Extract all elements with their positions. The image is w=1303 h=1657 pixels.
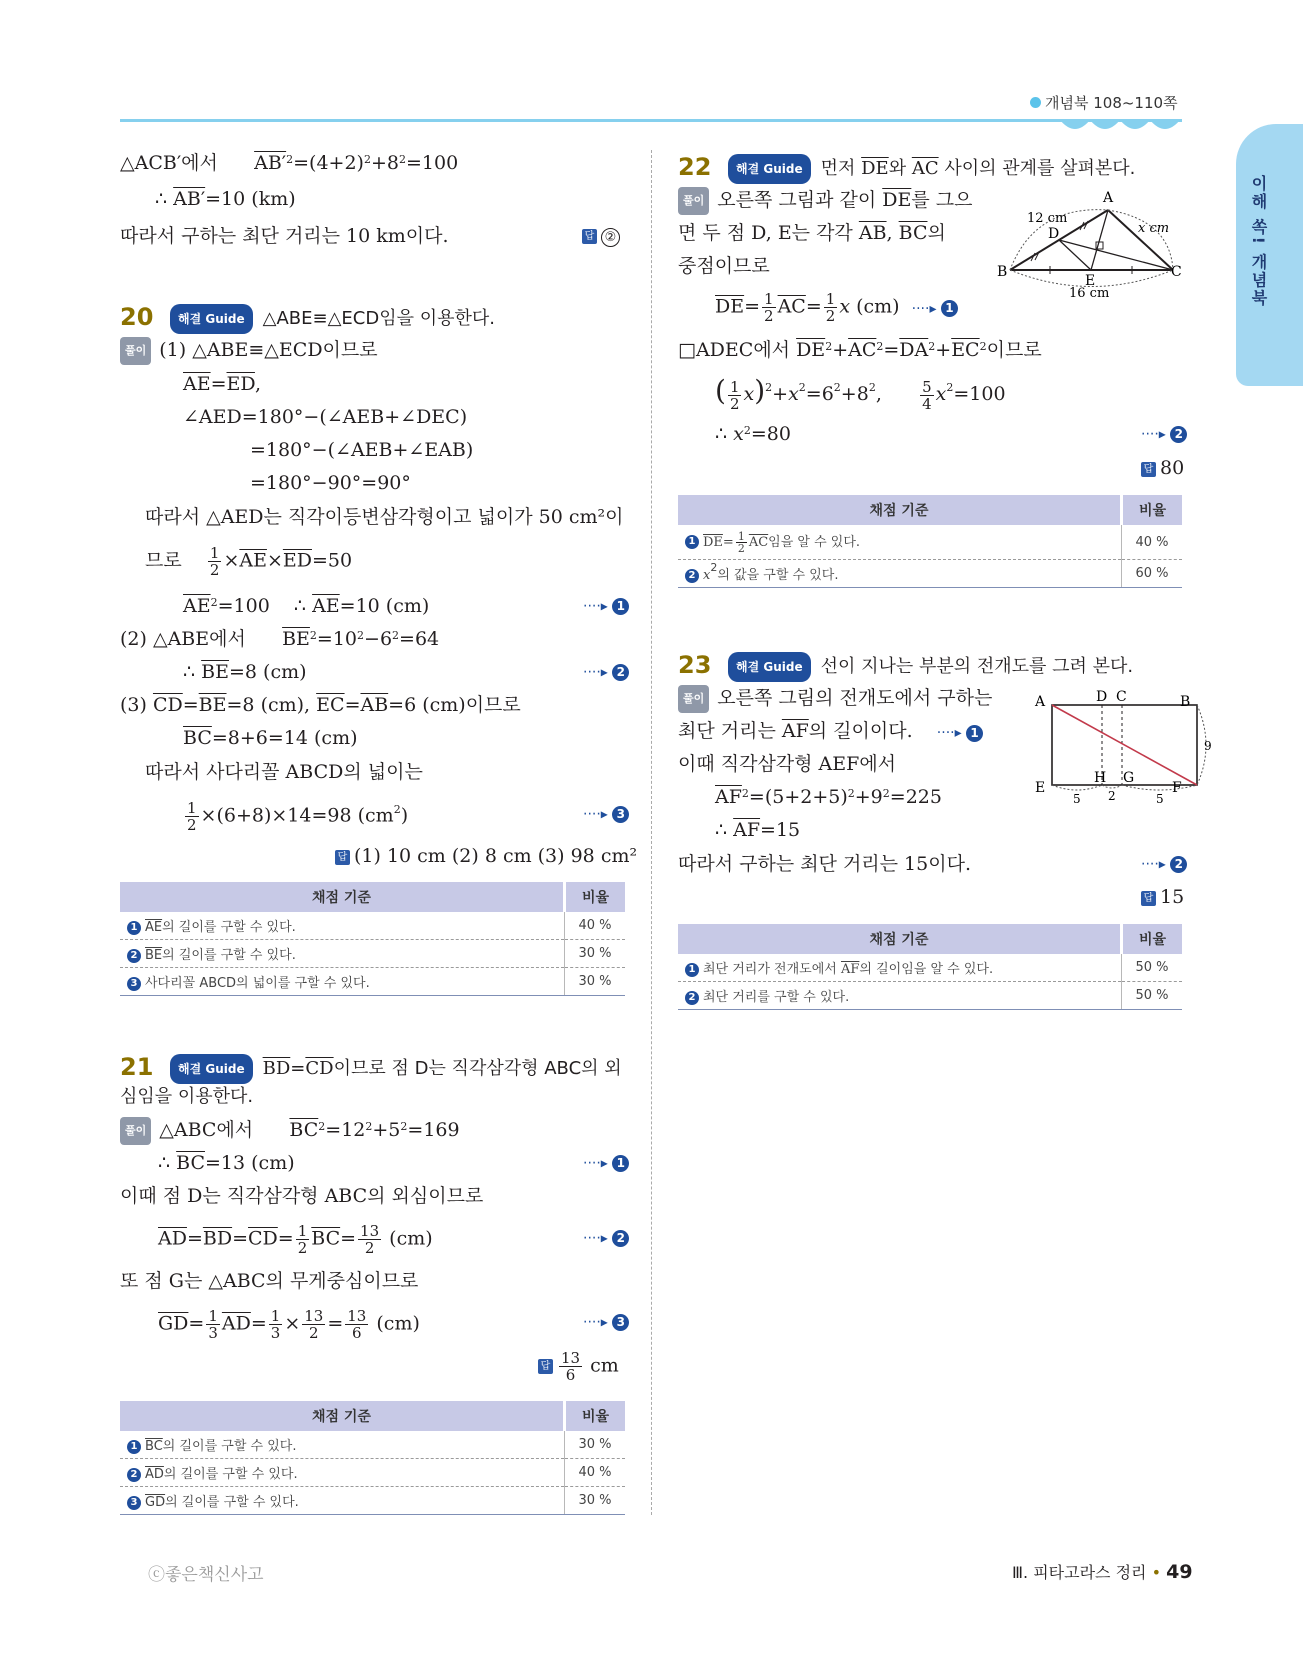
p20-step-1: 풀이 (1) △ABE≡△ECD이므로 [120, 337, 378, 365]
p23-mark-2: ····▸ 2 [1141, 856, 1187, 873]
fig-label-c: C [1116, 689, 1127, 705]
fig-label-f: F [1172, 780, 1182, 796]
p21-number: 21 [120, 1053, 154, 1081]
fig-label-height: 9 [1204, 739, 1212, 753]
p22-answer: 답 80 [1141, 455, 1184, 481]
criteria-header: 채점 기준 [678, 495, 1122, 525]
p21-step-4: $\overline{AD}=\overline{BD}=\overline{CD}=$ $\frac{1}{2}$ $\overline{BC}=$ $\frac{13}{2}$ (cm) [158, 1222, 433, 1257]
p22-guide: 해결 Guide 먼저 $\overline{DE}$와 $\overline{AC}$ 사이의 관계를 살펴본다. [728, 154, 1135, 184]
guide-badge: 해결 Guide [170, 304, 253, 334]
guide-badge: 해결 Guide [728, 652, 811, 682]
answer-icon: 답 [1141, 462, 1156, 477]
p22-number: 22 [678, 153, 712, 181]
fig-label-c: C [1171, 264, 1182, 280]
fig-label-d: D [1096, 689, 1108, 705]
p21-guide-2: 심임을 이용한다. [120, 1086, 254, 1107]
publisher: ⓒ좋은책신사고 [148, 1565, 264, 1585]
p23-step-4: $\overline{AF}^2=(5+2+5)^2+9^2=225$ [715, 786, 942, 808]
p21-step-5: 또 점 G는 △ABC의 무게중심이므로 [120, 1270, 419, 1292]
ratio-header: 비율 [565, 1401, 626, 1431]
p22-score-table [678, 495, 1182, 588]
p22-step-3: 중점이므로 [678, 255, 770, 277]
table-row: 3 사다리꼴 ABCD의 넓이를 구할 수 있다. 30 % [120, 968, 625, 996]
column-divider [651, 150, 652, 1515]
solution-badge: 풀이 [120, 337, 151, 365]
criteria-header: 채점 기준 [678, 924, 1122, 954]
header-rule [120, 119, 1182, 122]
p20-answer: 답 (1) 10 cm (2) 8 cm (3) 98 cm² [335, 843, 637, 869]
p23-score-table [678, 924, 1182, 1010]
fig-label-a: A [1035, 694, 1046, 710]
table-row: 2 $\overline{BE}$의 길이를 구할 수 있다. 30 % [120, 940, 625, 968]
guide-badge: 해결 Guide [170, 1054, 253, 1084]
fig-label-ac: x cm [1138, 221, 1170, 236]
fig-label-w2: 2 [1108, 789, 1116, 803]
answer-icon: 답 [335, 850, 350, 865]
p20-guide: 해결 Guide △ABE≡△ECD임을 이용한다. [170, 304, 495, 334]
table-row: 2 $\overline{AD}$의 길이를 구할 수 있다. 40 % [120, 1459, 625, 1487]
p21-step-2: ∴ $\overline{BC}=13$ (cm) [158, 1152, 295, 1174]
p22-mark-2: ····▸ 2 [1141, 426, 1187, 443]
p23-number: 23 [678, 651, 712, 679]
p22-step-4: $\overline{DE}=$ $\frac{1}{2}$ $\overline{AC}=$ $\frac{1}{2}$ x (cm) ····▸ 1 [715, 291, 958, 324]
solution-badge: 풀이 [678, 187, 709, 215]
fig-label-b: B [1180, 694, 1191, 710]
p20-step-11: (3) $\overline{CD}=\overline{BE}=8$ (cm), $\overline{EC}=\overline{AB}=6$ (cm)이므로 [120, 694, 521, 716]
p21-answer: 답 $\frac{13}{6}$ cm [538, 1350, 619, 1383]
table-row: 1 $\overline{BC}$의 길이를 구할 수 있다. 30 % [120, 1431, 625, 1459]
p20-step-2: $\overline{AE}=\overline{ED}$, [183, 373, 261, 395]
p20-mark-1: ····▸ 1 [583, 598, 629, 615]
p20-step-6: 따라서 △AED는 직각이등변삼각형이고 넓이가 50 cm²이 [145, 506, 624, 528]
solution-badge: 풀이 [120, 1117, 151, 1145]
p21-mark-1: ····▸ 1 [583, 1155, 629, 1172]
p19-answer: 답 ② [582, 226, 620, 247]
table-row: 3 $\overline{GD}$의 길이를 구할 수 있다. 30 % [120, 1487, 625, 1515]
fig-label-d: D [1048, 226, 1060, 242]
p21-mark-3: ····▸ 3 [583, 1314, 629, 1331]
answer-icon: 답 [538, 1359, 553, 1374]
fig-label-ab: 12 cm [1027, 211, 1068, 226]
p19-line-1: △ACB′에서 $AB'^2=(4+2)^2+8^2=100$ [120, 152, 459, 174]
p23-step-3: 이때 직각삼각형 AEF에서 [678, 753, 897, 775]
p20-step-8: $\overline{AE}^2=100$ ∴ $\overline{AE}=10$ (cm) [183, 595, 430, 617]
answer-icon: 답 [582, 229, 597, 244]
criteria-header: 채점 기준 [120, 882, 565, 912]
fig-label-b: B [997, 264, 1008, 280]
table-row: 2 $x^2$의 값을 구할 수 있다. 60 % [678, 560, 1182, 588]
fig-label-e: E [1085, 273, 1096, 289]
p21-mark-2: ····▸ 2 [583, 1230, 629, 1247]
p23-step-5: ∴ $\overline{AF}=15$ [715, 819, 801, 841]
fig-label-w3: 5 [1156, 792, 1164, 806]
p20-step-4: =180°−(∠AEB+∠EAB) [250, 439, 474, 461]
p23-guide: 해결 Guide 선이 지나는 부분의 전개도를 그려 본다. [728, 652, 1133, 682]
p21-step-3: 이때 점 D는 직각삼각형 ABC의 외심이므로 [120, 1185, 484, 1207]
p20-mark-3: ····▸ 3 [583, 806, 629, 823]
fig-label-a: A [1103, 190, 1114, 206]
ratio-header: 비율 [565, 882, 626, 912]
dot-icon [1030, 97, 1041, 108]
p20-step-12: $\overline{BC}=8+6=14$ (cm) [183, 727, 358, 749]
p23-step-1: 풀이 오른쪽 그림의 전개도에서 구하는 [678, 685, 992, 713]
p22-step-7: ∴ $x^2=80$ [715, 423, 791, 445]
p23-answer: 답 15 [1141, 884, 1184, 910]
p20-step-9: (2) △ABE에서 $\overline{BE}^2=10^2-6^2=64$ [120, 628, 440, 650]
p21-step-6: $\overline{GD}=$ $\frac{1}{3}$ $\overline{AD}=$ $\frac{1}{3}$ × $\frac{13}{2}$ = $\frac{13}{6}$ (cm) [158, 1307, 420, 1342]
p20-step-14: $\frac{1}{2}$ ×(6+8)×14=98 $(cm^2)$ [187, 799, 409, 834]
p19-line-2: ∴ AB′=10 (km) [155, 188, 296, 210]
ratio-header: 비율 [1122, 495, 1183, 525]
p20-step-3: ∠AED=180°−(∠AEB+∠DEC) [183, 406, 468, 428]
fig-label-e: E [1035, 780, 1046, 796]
side-tab-label: 이해 쏙! 개념북 [1249, 175, 1268, 308]
fig-label-bc: 16 cm [1069, 286, 1110, 301]
p22-step-6: ( $\frac{1}{2}$ $x)^2+x^2=6^2+8^2$, $\frac{5}{4}$ $x^2=100$ [715, 374, 1006, 413]
footer-chapter: Ⅲ. 피타고라스 정리 • 49 [1012, 1561, 1193, 1583]
p22-step-1: 풀이 오른쪽 그림과 같이 $\overline{DE}$를 그으 [678, 187, 972, 215]
solution-badge: 풀이 [678, 685, 709, 713]
p23-step-6: 따라서 구하는 최단 거리는 15이다. [678, 853, 971, 875]
ratio-header: 비율 [1122, 924, 1183, 954]
p23-figure [1030, 685, 1212, 806]
p22-step-5: □ADEC에서 $\overline{DE}^2+\overline{AC}^2=\overline{DA}^2+\overline{EC}^2$이므로 [678, 339, 1042, 361]
guide-badge: 해결 Guide [728, 154, 811, 184]
p20-step-10: ∴ $\overline{BE}=8$ (cm) [183, 661, 307, 683]
table-row: 1 $\overline{DE}=$ $\frac{1}{2}$ $\overline{AC}$임을 알 수 있다. 40 % [678, 525, 1182, 560]
p23-step-2: 최단 거리는 $\overline{AF}$의 길이이다. ····▸ 1 [678, 718, 983, 746]
criteria-header: 채점 기준 [120, 1401, 565, 1431]
p21-score-table [120, 1401, 625, 1515]
p20-step-7: 므로 $\frac{1}{2}$ $\times\overline{AE}\times\overline{ED}=50$ [145, 544, 353, 579]
table-row: 1 $\overline{AE}$의 길이를 구할 수 있다. 40 % [120, 912, 625, 940]
p21-guide: 해결 Guide $\overline{BD}=\overline{CD}$이므로 점 D는 직각삼각형 ABC의 외 [170, 1054, 622, 1084]
answer-icon: 답 [1141, 891, 1156, 906]
page-number: 49 [1166, 1561, 1193, 1583]
p20-mark-2: ····▸ 2 [583, 664, 629, 681]
table-row: 1 최단 거리가 전개도에서 $\overline{AF}$의 길이임을 알 수 있다. 50 % [678, 954, 1182, 982]
header-wave-decoration [1060, 120, 1185, 136]
p20-number: 20 [120, 303, 154, 331]
p19-line-3: 따라서 구하는 최단 거리는 10 km이다. [120, 225, 449, 247]
fig-label-w1: 5 [1073, 792, 1081, 806]
p21-step-1: 풀이 △ABC에서 $\overline{BC}^2=12^2+5^2=169$ [120, 1117, 460, 1145]
fig-label-g: G [1123, 770, 1135, 786]
p22-step-2: 면 두 점 D, E는 각각 $\overline{AB}$, $\overline{BC}$의 [678, 222, 946, 244]
book-ref: 개념북 108~110쪽 [1030, 92, 1178, 113]
table-row: 2 최단 거리를 구할 수 있다. 50 % [678, 982, 1182, 1010]
p20-step-5: =180°−90°=90° [250, 472, 411, 494]
fig-label-h: H [1094, 770, 1107, 786]
p20-step-13: 따라서 사다리꼴 ABCD의 넓이는 [145, 761, 423, 783]
p22-figure [995, 185, 1185, 300]
p20-score-table [120, 882, 625, 996]
